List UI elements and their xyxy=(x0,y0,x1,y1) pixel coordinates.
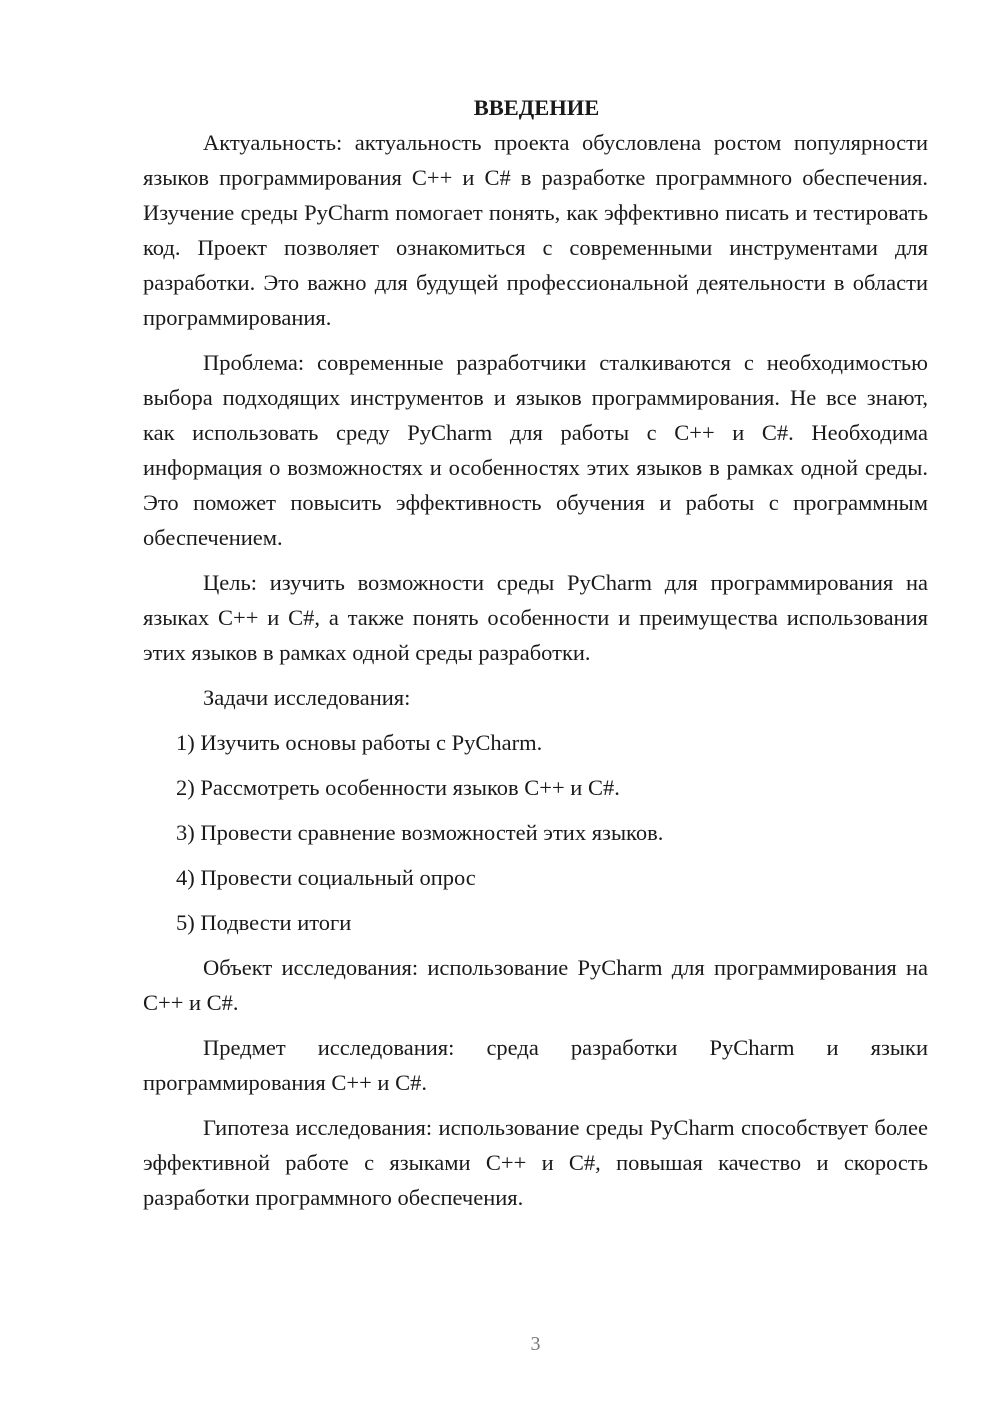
problem-paragraph: Проблема: современные разработчики сталкиваются с необходимостью выбора подходящих инструментов и языков программирования. Не все знают, как использовать среду PyCharm для работы с C++ и C#. Необходима информация о возможностях и особенностях этих языков в рамках одной среды. Это поможет повысить эффективность обучения и работы с программным обеспечением. xyxy=(143,350,928,550)
page-number: 3 xyxy=(530,1333,541,1355)
task-item-5: 5) Подвести итоги xyxy=(176,910,352,935)
subject-paragraph: Предмет исследования: среда разработки PyCharm и языки программирования C++ и C#. xyxy=(143,1035,928,1095)
hypothesis-paragraph: Гипотеза исследования: использование среды PyCharm способствует более эффективной работе с языками C++ и C#, повышая качество и скорость разработки программного обеспечения. xyxy=(143,1115,928,1210)
task-item-2: 2) Рассмотреть особенности языков C++ и C#. xyxy=(176,775,620,800)
task-item-4: 4) Провести социальный опрос xyxy=(176,865,476,890)
relevance-paragraph: Актуальность: актуальность проекта обусловлена ростом популярности языков программирования C++ и C# в разработке программного обеспечения. Изучение среды PyCharm помогает понять, как эффективно писать и тестировать код. Проект позволяет ознакомиться с современными инструментами для разработки. Это важно для будущей профессиональной деятельности в области программирования. xyxy=(143,130,928,330)
task-item-3: 3) Провести сравнение возможностей этих языков. xyxy=(176,820,664,845)
section-title: ВВЕДЕНИЕ xyxy=(473,95,600,120)
goal-paragraph: Цель: изучить возможности среды PyCharm для программирования на языках C++ и C#, а также понять особенности и преимущества использования этих языков в рамках одной среды разработки. xyxy=(143,570,928,665)
tasks-heading: Задачи исследования: xyxy=(203,685,411,710)
document-page xyxy=(143,90,928,1215)
task-item-1: 1) Изучить основы работы с PyCharm. xyxy=(176,730,543,755)
object-paragraph: Объект исследования: использование PyCharm для программирования на C++ и C#. xyxy=(143,955,928,1015)
